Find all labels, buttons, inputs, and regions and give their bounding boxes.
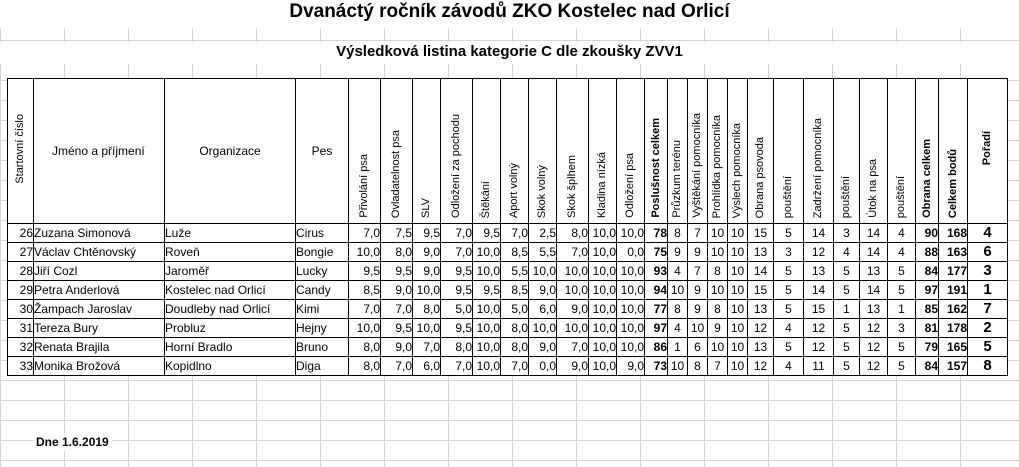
defense-total-cell: 84 <box>916 357 939 376</box>
table-row <box>8 262 1008 281</box>
start-number-cell: 30 <box>8 300 34 319</box>
defense-score-cell: 14 <box>748 262 774 281</box>
obedience-score-cell: 10,0 <box>617 319 645 338</box>
obedience-score-cell: 9,5 <box>381 319 413 338</box>
defense-score-cell: 4 <box>668 319 688 338</box>
obedience-score-cell: 10,0 <box>557 262 589 281</box>
obedience-score-cell: 7,0 <box>557 338 589 357</box>
organization-cell: Doudleby nad Orlicí <box>165 300 296 319</box>
results-body <box>8 224 1008 376</box>
obedience-score-cell: 2,5 <box>529 224 557 243</box>
defense-score-cell: 5 <box>774 338 804 357</box>
obedience-total-cell: 97 <box>645 319 668 338</box>
defense-score-cell: 10 <box>728 262 748 281</box>
obedience-score-cell: 10,0 <box>617 224 645 243</box>
start-number-cell: 28 <box>8 262 34 281</box>
obedience-score-cell: 10,0 <box>589 338 617 357</box>
obedience-score-cell: 9,0 <box>413 243 441 262</box>
rank-cell: 3 <box>968 262 1008 281</box>
defense-score-cell: 9 <box>688 281 708 300</box>
obedience-score-cell: 9,5 <box>473 281 501 300</box>
total-points-cell: 177 <box>939 262 968 281</box>
obedience-score-cell: 8,0 <box>501 319 529 338</box>
total-points-cell: 191 <box>939 281 968 300</box>
obedience-score-cell: 8,0 <box>441 338 473 357</box>
defense-score-cell: 13 <box>748 300 774 319</box>
obedience-total-cell: 86 <box>645 338 668 357</box>
defense-score-cell: 3 <box>888 319 916 338</box>
defense-score-cell: 13 <box>860 300 888 319</box>
organization-cell: Luže <box>165 224 296 243</box>
total-points-cell: 178 <box>939 319 968 338</box>
start-number-cell: 31 <box>8 319 34 338</box>
obedience-score-cell: 9,0 <box>529 338 557 357</box>
obedience-score-cell: 8,0 <box>349 357 381 376</box>
obedience-score-cell: 10,0 <box>473 319 501 338</box>
defense-score-cell: 1 <box>668 338 688 357</box>
obedience-score-cell: 7,0 <box>501 357 529 376</box>
obedience-score-cell: 0,0 <box>617 243 645 262</box>
defense-total-cell: 79 <box>916 338 939 357</box>
obedience-total-cell: 93 <box>645 262 668 281</box>
obedience-score-cell: 8,5 <box>501 281 529 300</box>
defense-score-cell: 7 <box>688 224 708 243</box>
defense-score-cell: 1 <box>834 300 860 319</box>
defense-score-cell: 10 <box>668 357 688 376</box>
obedience-score-cell: 8,0 <box>413 300 441 319</box>
competitor-name-cell: Václav Chtěnovský <box>34 243 165 262</box>
obedience-score-cell: 6,0 <box>529 300 557 319</box>
defense-score-cell: 3 <box>774 243 804 262</box>
defense-score-cell: 5 <box>834 319 860 338</box>
dog-name-cell: Bongie <box>296 243 349 262</box>
dog-name-cell: Cirus <box>296 224 349 243</box>
obedience-total-cell: 77 <box>645 300 668 319</box>
obedience-score-cell: 9,0 <box>413 262 441 281</box>
defense-score-cell: 14 <box>860 281 888 300</box>
defense-score-cell: 5 <box>834 338 860 357</box>
obedience-score-cell: 10,0 <box>589 262 617 281</box>
defense-score-cell: 4 <box>834 243 860 262</box>
defense-total-cell: 88 <box>916 243 939 262</box>
obedience-score-cell: 9,5 <box>473 224 501 243</box>
defense-score-cell: 10 <box>708 243 728 262</box>
obedience-score-cell: 10,0 <box>589 224 617 243</box>
obedience-score-cell: 5,0 <box>441 300 473 319</box>
header-d7: Zadržení pomocníka <box>804 79 834 224</box>
header-dog: Pes <box>296 79 349 224</box>
date-label: Dne 1.6.2019 <box>33 433 112 451</box>
header-row <box>8 79 1008 224</box>
rank-cell: 2 <box>968 319 1008 338</box>
obedience-score-cell: 10,0 <box>473 338 501 357</box>
header-org: Organizace <box>165 79 296 224</box>
total-points-cell: 157 <box>939 357 968 376</box>
header-c5: Štěkání <box>473 79 501 224</box>
obedience-total-cell: 78 <box>645 224 668 243</box>
rank-cell: 1 <box>968 281 1008 300</box>
header-start-no: Startovní číslo <box>8 79 34 224</box>
organization-cell: Kopidlno <box>165 357 296 376</box>
defense-score-cell: 5 <box>834 262 860 281</box>
defense-score-cell: 10 <box>728 243 748 262</box>
rank-cell: 8 <box>968 357 1008 376</box>
start-number-cell: 29 <box>8 281 34 300</box>
defense-score-cell: 5 <box>834 357 860 376</box>
obedience-score-cell: 7,0 <box>381 357 413 376</box>
obedience-score-cell: 9,5 <box>349 262 381 281</box>
defense-score-cell: 5 <box>834 281 860 300</box>
defense-score-cell: 3 <box>834 224 860 243</box>
obedience-score-cell: 10,0 <box>473 262 501 281</box>
obedience-score-cell: 10,0 <box>473 243 501 262</box>
header-defense-total: Obrana celkem <box>916 79 939 224</box>
table-row <box>8 281 1008 300</box>
obedience-total-cell: 94 <box>645 281 668 300</box>
obedience-score-cell: 7,0 <box>501 224 529 243</box>
rank-cell: 6 <box>968 243 1008 262</box>
defense-score-cell: 1 <box>888 300 916 319</box>
obedience-score-cell: 10,0 <box>529 319 557 338</box>
obedience-score-cell: 10,0 <box>413 319 441 338</box>
obedience-score-cell: 7,0 <box>413 338 441 357</box>
dog-name-cell: Lucky <box>296 262 349 281</box>
dog-name-cell: Candy <box>296 281 349 300</box>
obedience-score-cell: 10,0 <box>349 243 381 262</box>
defense-score-cell: 8 <box>708 262 728 281</box>
dog-name-cell: Hejny <box>296 319 349 338</box>
header-total: Celkem bodů <box>939 79 968 224</box>
start-number-cell: 33 <box>8 357 34 376</box>
defense-score-cell: 4 <box>668 262 688 281</box>
dog-name-cell: Diga <box>296 357 349 376</box>
obedience-score-cell: 9,0 <box>557 300 589 319</box>
competitor-name-cell: Monika Brožová <box>34 357 165 376</box>
total-points-cell: 162 <box>939 300 968 319</box>
defense-score-cell: 10 <box>708 338 728 357</box>
defense-score-cell: 12 <box>748 319 774 338</box>
defense-score-cell: 5 <box>888 357 916 376</box>
obedience-score-cell: 9,5 <box>441 262 473 281</box>
results-table <box>7 78 1008 376</box>
defense-score-cell: 4 <box>774 357 804 376</box>
obedience-score-cell: 10,0 <box>589 319 617 338</box>
header-d10: pouštění <box>888 79 916 224</box>
obedience-score-cell: 7,0 <box>441 357 473 376</box>
defense-score-cell: 15 <box>804 300 834 319</box>
defense-score-cell: 5 <box>888 281 916 300</box>
obedience-score-cell: 7,0 <box>441 243 473 262</box>
defense-total-cell: 84 <box>916 262 939 281</box>
defense-score-cell: 6 <box>688 338 708 357</box>
table-row <box>8 243 1008 262</box>
defense-score-cell: 12 <box>748 357 774 376</box>
defense-score-cell: 14 <box>860 224 888 243</box>
obedience-score-cell: 9,0 <box>381 281 413 300</box>
obedience-score-cell: 10,0 <box>617 300 645 319</box>
header-d9: Útok na psa <box>860 79 888 224</box>
header-c10: Odložení psa <box>617 79 645 224</box>
defense-score-cell: 8 <box>668 224 688 243</box>
defense-score-cell: 9 <box>688 243 708 262</box>
obedience-score-cell: 9,0 <box>381 338 413 357</box>
header-d2: Vyštěkání pomocníka <box>688 79 708 224</box>
defense-score-cell: 5 <box>774 300 804 319</box>
defense-score-cell: 8 <box>708 300 728 319</box>
defense-score-cell: 7 <box>708 357 728 376</box>
defense-total-cell: 90 <box>916 224 939 243</box>
defense-score-cell: 4 <box>888 243 916 262</box>
total-points-cell: 168 <box>939 224 968 243</box>
obedience-score-cell: 10,0 <box>557 281 589 300</box>
obedience-score-cell: 10,0 <box>589 281 617 300</box>
obedience-score-cell: 10,0 <box>473 357 501 376</box>
defense-score-cell: 10 <box>708 281 728 300</box>
dog-name-cell: Kimi <box>296 300 349 319</box>
defense-score-cell: 9 <box>708 319 728 338</box>
obedience-score-cell: 9,0 <box>617 357 645 376</box>
obedience-score-cell: 10,0 <box>473 300 501 319</box>
obedience-score-cell: 7,5 <box>381 224 413 243</box>
header-d3: Prohlídka pomocníka <box>708 79 728 224</box>
defense-score-cell: 13 <box>860 262 888 281</box>
defense-score-cell: 11 <box>804 357 834 376</box>
organization-cell: Kostelec nad Orlicí <box>165 281 296 300</box>
defense-score-cell: 10 <box>728 281 748 300</box>
obedience-score-cell: 7,0 <box>441 224 473 243</box>
header-c6: Aport volný <box>501 79 529 224</box>
header-name: Jméno a příjmení <box>34 79 165 224</box>
header-c1: Přivolání psa <box>349 79 381 224</box>
defense-score-cell: 12 <box>860 357 888 376</box>
defense-score-cell: 4 <box>888 224 916 243</box>
defense-score-cell: 5 <box>774 262 804 281</box>
defense-score-cell: 5 <box>774 224 804 243</box>
obedience-score-cell: 7,0 <box>349 224 381 243</box>
defense-score-cell: 5 <box>774 281 804 300</box>
defense-score-cell: 7 <box>688 262 708 281</box>
obedience-score-cell: 7,0 <box>381 300 413 319</box>
defense-score-cell: 9 <box>668 243 688 262</box>
defense-score-cell: 12 <box>804 243 834 262</box>
defense-total-cell: 97 <box>916 281 939 300</box>
defense-score-cell: 10 <box>728 319 748 338</box>
page-title: Dvanáctý ročník závodů ZKO Kostelec nad Orlicí <box>0 0 1019 28</box>
header-d1: Průzkum terénu <box>668 79 688 224</box>
defense-total-cell: 81 <box>916 319 939 338</box>
total-points-cell: 163 <box>939 243 968 262</box>
obedience-score-cell: 10,0 <box>589 357 617 376</box>
defense-score-cell: 12 <box>804 338 834 357</box>
table-row <box>8 319 1008 338</box>
obedience-score-cell: 10,0 <box>413 281 441 300</box>
obedience-score-cell: 8,0 <box>381 243 413 262</box>
header-c4: Odložení za pochodu <box>441 79 473 224</box>
obedience-score-cell: 8,5 <box>501 243 529 262</box>
obedience-score-cell: 10,0 <box>617 281 645 300</box>
table-row <box>8 300 1008 319</box>
competitor-name-cell: Jiří Cozl <box>34 262 165 281</box>
page-subtitle: Výsledková listina kategorie C dle zkoušky ZVV1 <box>0 42 1019 64</box>
defense-score-cell: 10 <box>728 357 748 376</box>
obedience-score-cell: 5,0 <box>501 300 529 319</box>
defense-score-cell: 15 <box>748 224 774 243</box>
defense-total-cell: 85 <box>916 300 939 319</box>
defense-score-cell: 4 <box>774 319 804 338</box>
organization-cell: Roveň <box>165 243 296 262</box>
obedience-score-cell: 5,5 <box>501 262 529 281</box>
header-obedience-total: Poslušnost celkem <box>645 79 668 224</box>
obedience-total-cell: 73 <box>645 357 668 376</box>
defense-score-cell: 5 <box>888 262 916 281</box>
organization-cell: Jaroměř <box>165 262 296 281</box>
obedience-score-cell: 8,0 <box>557 224 589 243</box>
defense-score-cell: 8 <box>688 357 708 376</box>
defense-score-cell: 10 <box>688 319 708 338</box>
obedience-score-cell: 9,5 <box>413 224 441 243</box>
defense-score-cell: 8 <box>668 300 688 319</box>
competitor-name-cell: Žampach Jaroslav <box>34 300 165 319</box>
rank-cell: 5 <box>968 338 1008 357</box>
obedience-score-cell: 7,0 <box>557 243 589 262</box>
obedience-score-cell: 6,0 <box>413 357 441 376</box>
defense-score-cell: 13 <box>804 262 834 281</box>
header-d6: pouštění <box>774 79 804 224</box>
header-c8: Skok šplhem <box>557 79 589 224</box>
obedience-score-cell: 0,0 <box>529 357 557 376</box>
obedience-score-cell: 8,0 <box>501 338 529 357</box>
header-c3: SLV <box>413 79 441 224</box>
obedience-score-cell: 5,5 <box>529 243 557 262</box>
competitor-name-cell: Zuzana Simonová <box>34 224 165 243</box>
defense-score-cell: 14 <box>804 224 834 243</box>
defense-score-cell: 10 <box>728 224 748 243</box>
start-number-cell: 32 <box>8 338 34 357</box>
start-number-cell: 27 <box>8 243 34 262</box>
defense-score-cell: 12 <box>804 319 834 338</box>
table-row <box>8 338 1008 357</box>
obedience-score-cell: 9,5 <box>441 319 473 338</box>
obedience-score-cell: 10,0 <box>589 243 617 262</box>
obedience-score-cell: 9,5 <box>381 262 413 281</box>
defense-score-cell: 14 <box>804 281 834 300</box>
header-c2: Ovladatelnost psa <box>381 79 413 224</box>
obedience-score-cell: 10,0 <box>557 319 589 338</box>
obedience-score-cell: 8,0 <box>349 338 381 357</box>
dog-name-cell: Bruno <box>296 338 349 357</box>
start-number-cell: 26 <box>8 224 34 243</box>
defense-score-cell: 12 <box>860 338 888 357</box>
competitor-name-cell: Tereza Bury <box>34 319 165 338</box>
organization-cell: Probluz <box>165 319 296 338</box>
obedience-score-cell: 10,0 <box>589 300 617 319</box>
obedience-score-cell: 10,0 <box>617 262 645 281</box>
obedience-total-cell: 75 <box>645 243 668 262</box>
rank-cell: 7 <box>968 300 1008 319</box>
header-c7: Skok volný <box>529 79 557 224</box>
defense-score-cell: 9 <box>688 300 708 319</box>
defense-score-cell: 5 <box>888 338 916 357</box>
defense-score-cell: 15 <box>748 281 774 300</box>
defense-score-cell: 10 <box>728 338 748 357</box>
obedience-score-cell: 9,0 <box>529 281 557 300</box>
obedience-score-cell: 10,0 <box>617 338 645 357</box>
obedience-score-cell: 8,5 <box>349 281 381 300</box>
table-row <box>8 224 1008 243</box>
obedience-score-cell: 7,0 <box>349 300 381 319</box>
defense-score-cell: 12 <box>860 319 888 338</box>
table-row <box>8 357 1008 376</box>
obedience-score-cell: 10,0 <box>529 262 557 281</box>
organization-cell: Horní Bradlo <box>165 338 296 357</box>
defense-score-cell: 10 <box>708 224 728 243</box>
obedience-score-cell: 9,0 <box>557 357 589 376</box>
defense-score-cell: 13 <box>748 243 774 262</box>
header-d4: Výslech pomocníka <box>728 79 748 224</box>
rank-cell: 4 <box>968 224 1008 243</box>
defense-score-cell: 10 <box>668 281 688 300</box>
header-rank: Pořadí <box>968 79 1008 224</box>
defense-score-cell: 14 <box>860 243 888 262</box>
header-d8: pouštění <box>834 79 860 224</box>
defense-score-cell: 13 <box>748 338 774 357</box>
total-points-cell: 165 <box>939 338 968 357</box>
defense-score-cell: 10 <box>728 300 748 319</box>
header-c9: Kladina nízká <box>589 79 617 224</box>
competitor-name-cell: Renata Brajila <box>34 338 165 357</box>
competitor-name-cell: Petra Anderlová <box>34 281 165 300</box>
obedience-score-cell: 9,5 <box>441 281 473 300</box>
obedience-score-cell: 10,0 <box>349 319 381 338</box>
header-d5: Obrana psovoda <box>748 79 774 224</box>
